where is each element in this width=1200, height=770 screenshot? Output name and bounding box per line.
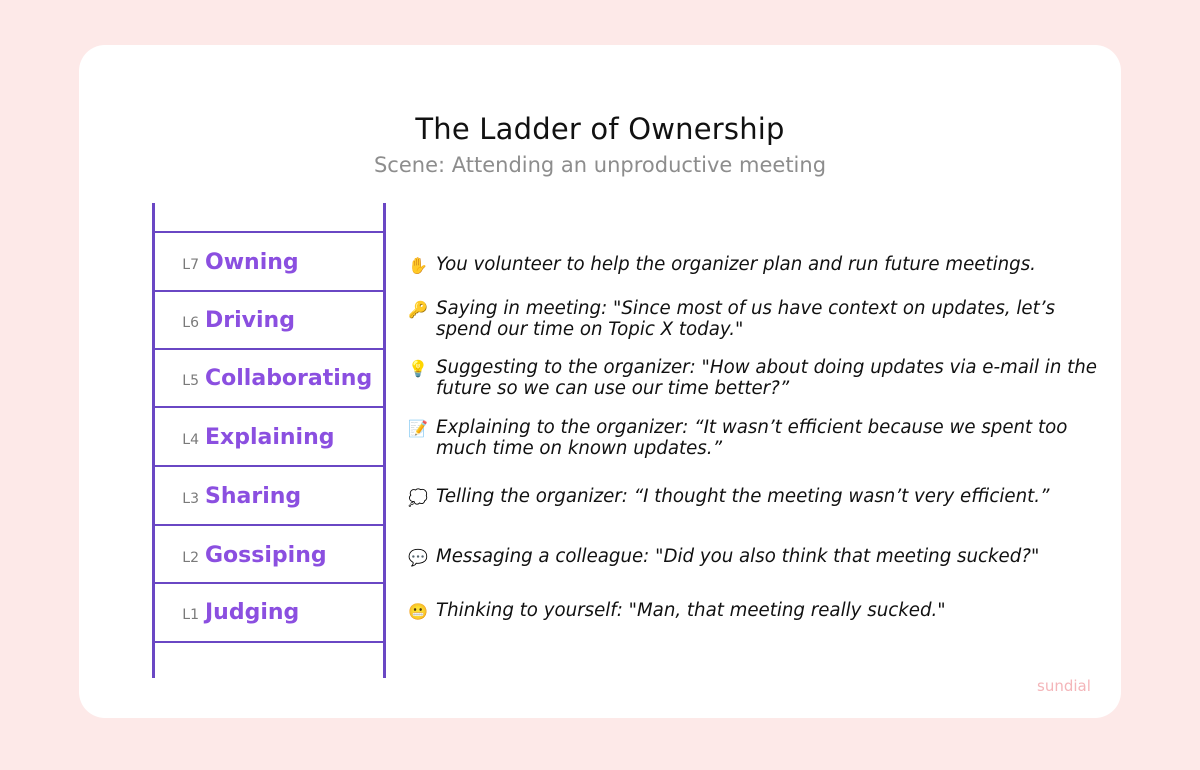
level-code: L2 [182,550,199,566]
level-description-l2 [407,546,1097,567]
level-description-l3 [407,486,1097,507]
raised-hand-icon: ✋ [408,256,428,275]
level-name: Sharing [205,484,302,509]
level-name: Collaborating [205,366,373,391]
description-text: You volunteer to help the organizer plan and run future meetings. [436,254,1036,275]
ladder-rung [153,582,386,584]
key-icon: 🔑 [408,300,428,319]
level-code: L6 [182,315,199,331]
ladder-rung [153,465,386,467]
ladder-level-l7 [153,250,383,278]
description-text: Messaging a colleague: "Did you also think that meeting sucked?" [436,546,1040,567]
level-code: L1 [182,607,199,623]
ladder-rung [153,290,386,292]
level-name: Gossiping [205,543,327,568]
level-description-l6 [407,298,1097,340]
ladder-rung [153,641,386,643]
ladder-rung [153,231,386,233]
ladder-level-l4 [153,425,383,453]
ladder-level-l2 [153,543,383,571]
ladder-rung [153,406,386,408]
description-text: Telling the organizer: “I thought the meeting wasn’t very efficient.” [436,486,1050,507]
ladder-rung [153,348,386,350]
level-code: L4 [182,432,199,448]
level-name: Judging [205,600,300,625]
description-text: Thinking to yourself: "Man, that meeting really sucked." [436,600,946,621]
page-title: The Ladder of Ownership [415,112,785,146]
level-code: L3 [182,491,199,507]
level-description-l5 [407,357,1097,399]
speech-bubble-icon: 💬 [408,548,428,567]
level-name: Owning [205,250,299,275]
grimacing-face-icon: 😬 [408,602,428,621]
level-description-l7 [407,254,1097,275]
description-text: Saying in meeting: "Since most of us have context on updates, let’s spend our time on Topic X today." [436,298,1056,340]
level-code: L5 [182,373,199,389]
thought-bubble-icon: 💭 [408,488,428,507]
ladder-level-l1 [153,600,383,628]
ladder-right-rail [383,203,386,678]
level-name: Driving [205,308,295,333]
ladder-level-l6 [153,308,383,336]
level-description-l4 [407,417,1097,459]
level-name: Explaining [205,425,335,450]
description-text: Suggesting to the organizer: "How about doing updates via e-mail in the future so we can use our time better?” [436,357,1097,399]
ladder-level-l3 [153,484,383,512]
brand-watermark: sundial [1037,677,1091,695]
ladder-rung [153,524,386,526]
memo-icon: 📝 [408,419,428,438]
level-code: L7 [182,257,199,273]
ladder-level-l5 [153,366,383,394]
page-subtitle: Scene: Attending an unproductive meeting [373,153,827,177]
level-description-l1 [407,600,1097,621]
light-bulb-icon: 💡 [408,359,428,378]
description-text: Explaining to the organizer: “It wasn’t efficient because we spent too much time on known updates.” [436,417,1068,459]
